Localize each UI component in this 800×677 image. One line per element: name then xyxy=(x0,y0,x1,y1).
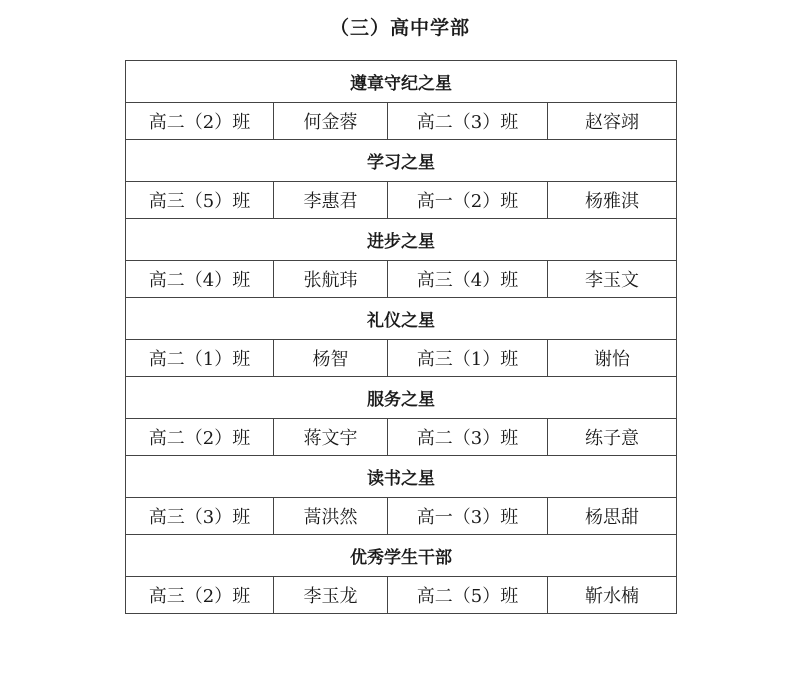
class-cell: 高三（2）班 xyxy=(126,577,274,614)
class-cell: 高三（1）班 xyxy=(388,340,548,377)
student-name-cell: 杨智 xyxy=(274,340,388,377)
category-title: 优秀学生干部 xyxy=(126,535,677,577)
student-name-cell: 李玉龙 xyxy=(274,577,388,614)
table-row xyxy=(126,577,677,614)
class-cell: 高二（1）班 xyxy=(126,340,274,377)
class-cell: 高二（4）班 xyxy=(126,261,274,298)
category-title: 学习之星 xyxy=(126,140,677,182)
table-row xyxy=(126,419,677,456)
table-row xyxy=(126,182,677,219)
category-title: 读书之星 xyxy=(126,456,677,498)
student-name-cell: 李玉文 xyxy=(548,261,677,298)
category-title: 遵章守纪之星 xyxy=(126,61,677,103)
table-row xyxy=(126,261,677,298)
category-header-row xyxy=(126,61,677,103)
awards-table-body xyxy=(126,61,677,614)
class-cell: 高一（2）班 xyxy=(388,182,548,219)
class-cell: 高二（2）班 xyxy=(126,419,274,456)
class-cell: 高二（2）班 xyxy=(126,103,274,140)
student-name-cell: 蒿洪然 xyxy=(274,498,388,535)
category-title: 服务之星 xyxy=(126,377,677,419)
student-name-cell: 练子意 xyxy=(548,419,677,456)
category-header-row xyxy=(126,456,677,498)
section-title: （三）高中学部 xyxy=(329,17,470,39)
category-header-row xyxy=(126,140,677,182)
student-name-cell: 蒋文宇 xyxy=(274,419,388,456)
awards-table xyxy=(125,60,677,614)
category-header-row xyxy=(126,377,677,419)
class-cell: 高一（3）班 xyxy=(388,498,548,535)
category-title: 礼仪之星 xyxy=(126,298,677,340)
class-cell: 高二（5）班 xyxy=(388,577,548,614)
student-name-cell: 何金蓉 xyxy=(274,103,388,140)
table-row xyxy=(126,103,677,140)
category-header-row xyxy=(126,535,677,577)
class-cell: 高二（3）班 xyxy=(388,419,548,456)
student-name-cell: 张航玮 xyxy=(274,261,388,298)
student-name-cell: 杨思甜 xyxy=(548,498,677,535)
table-row xyxy=(126,498,677,535)
table-row xyxy=(126,340,677,377)
student-name-cell: 杨雅淇 xyxy=(548,182,677,219)
category-title: 进步之星 xyxy=(126,219,677,261)
class-cell: 高二（3）班 xyxy=(388,103,548,140)
student-name-cell: 赵容翊 xyxy=(548,103,677,140)
class-cell: 高三（3）班 xyxy=(126,498,274,535)
student-name-cell: 靳水楠 xyxy=(548,577,677,614)
category-header-row xyxy=(126,219,677,261)
class-cell: 高三（5）班 xyxy=(126,182,274,219)
student-name-cell: 李惠君 xyxy=(274,182,388,219)
student-name-cell: 谢怡 xyxy=(548,340,677,377)
class-cell: 高三（4）班 xyxy=(388,261,548,298)
category-header-row xyxy=(126,298,677,340)
